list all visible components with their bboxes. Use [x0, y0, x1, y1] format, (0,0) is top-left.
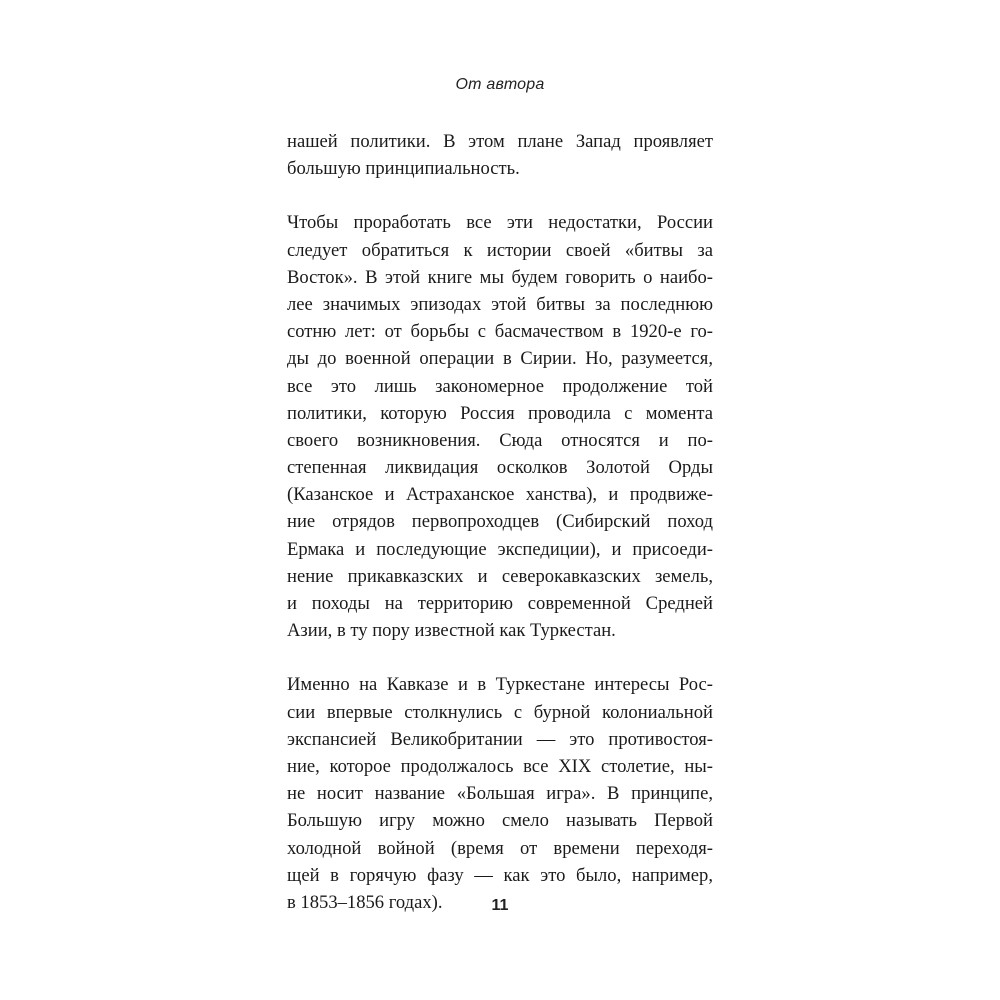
text-line: Чтобы проработать все эти недостатки, России	[287, 212, 713, 234]
text-line: Большую игру можно смело называть Первой	[287, 810, 713, 832]
text-line: все это лишь закономерное продолжение той	[287, 375, 713, 397]
text-line: экспансией Великобритании — это противостоя-	[287, 728, 713, 750]
text-line: ды до военной операции в Сирии. Но, разумеется,	[287, 348, 713, 370]
text-line: нение прикавказских и северокавказских земель,	[287, 565, 713, 587]
text-line: и походы на территорию современной Средней	[287, 593, 713, 614]
text-line: своего возникновения. Сюда относятся и по-	[287, 429, 713, 451]
text-line: щей в горячую фазу — как это было, например,	[287, 864, 713, 886]
body-text	[287, 128, 713, 943]
text-line: большую принципиальность.	[287, 158, 520, 180]
text-line: степенная ликвидация осколков Золотой Орды	[287, 457, 713, 479]
paragraph	[287, 209, 713, 644]
text-line: следует обратиться к истории своей «битвы за	[287, 239, 713, 261]
text-line: политики, которую Россия проводила с момента	[287, 402, 713, 424]
text-line: Именно на Кавказе и в Туркестане интересы Рос-	[287, 674, 713, 696]
paragraph	[287, 128, 713, 182]
page-number: 11	[491, 897, 509, 914]
text-line: лее значимых эпизодах этой битвы за последнюю	[287, 293, 713, 315]
running-head: От автора	[455, 76, 545, 93]
text-line: Ермака и последующие экспедиции), и присоеди-	[287, 538, 713, 560]
text-line: ние, которое продолжалось все XIX столетие, ны-	[287, 755, 713, 777]
text-line: холодной войной (время от времени переходя-	[287, 837, 713, 859]
text-line: в 1853–1856 годах).	[287, 891, 443, 913]
text-line: не носит название «Большая игра». В принципе,	[287, 783, 713, 805]
text-line: сии впервые столкнулись с бурной колониальной	[287, 701, 713, 723]
text-line: (Казанское и Астраханское ханства), и продвиже-	[287, 484, 713, 506]
text-line: сотню лет: от борьбы с басмачеством в 1920-е го-	[287, 321, 713, 343]
text-line: Азии, в ту пору известной как Туркестан.	[287, 620, 616, 642]
text-line: Восток». В этой книге мы будем говорить о наибо-	[287, 266, 713, 288]
paragraph	[287, 671, 713, 916]
text-line: нашей политики. В этом плане Запад проявляет	[287, 131, 713, 152]
text-line: ние отрядов первопроходцев (Сибирский поход	[287, 511, 713, 533]
